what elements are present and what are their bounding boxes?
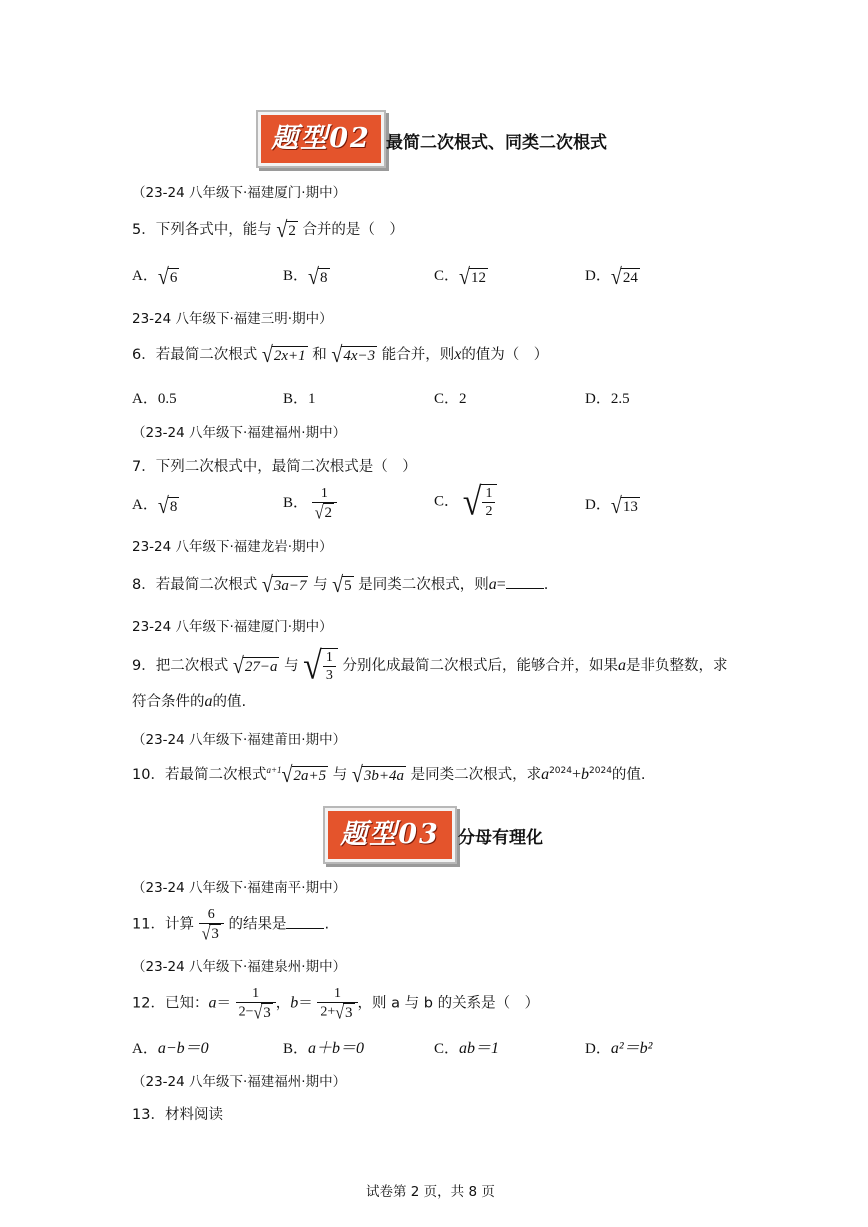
question-8: 8．若最简二次根式 √ 3a−7 与 √ 5 是同类二次根式，则a= .	[132, 572, 549, 598]
source-q5: （23-24 八年级下·福建厦门·期中）	[132, 185, 347, 201]
option-a: A． √ 8	[132, 492, 178, 519]
source-q9: 23-24 八年级下·福建厦门·期中）	[132, 619, 333, 635]
option-d: D． √ 24	[585, 263, 638, 290]
option-a: A． √ 6	[132, 263, 178, 290]
page-footer: 试卷第 2 页，共 8 页	[366, 1184, 495, 1200]
source-q11: （23-24 八年级下·福建南平·期中）	[132, 880, 347, 896]
option-c: C． √ $\frac{1}{2}$	[434, 484, 497, 520]
source-q13: （23-24 八年级下·福建福州·期中）	[132, 1074, 347, 1090]
question-13: 13．材料阅读	[132, 1107, 223, 1123]
section-title-03: 分母有理化	[458, 828, 543, 848]
answer-blank[interactable]	[506, 574, 544, 589]
question-6: 6．若最简二次根式 √ 2x+1 和 √ 4x−3 能合并，则x的值为（ ）	[132, 342, 549, 368]
option-a: A．a−b＝0	[132, 1040, 209, 1057]
option-d: D．2.5	[585, 391, 630, 407]
option-d: D．a²＝b²	[585, 1040, 653, 1057]
question-5	[132, 217, 404, 243]
question-10: 10．若最简二次根式$^{a+1}$ √ 2a+5 与 √ 3b+4a 是同类二次根式，求$a^{2024}+b^{2024}$的值.	[132, 762, 646, 788]
source-q8: 23-24 八年级下·福建龙岩·期中）	[132, 539, 333, 555]
option-b: B．a＋b＝0	[283, 1040, 365, 1057]
option-b: B．1	[283, 391, 316, 407]
option-c: C．2	[434, 391, 467, 407]
source-q12: （23-24 八年级下·福建泉州·期中）	[132, 959, 347, 975]
question-9: 9．把二次根式 √ 27−a 与 √ $\frac{1}{3}$ 分别化成最简二次根式后，能够合并，如果a是非负整数，求	[132, 645, 728, 688]
option-d: D． √ 13	[585, 492, 638, 519]
section-badge-02: 题型02	[258, 112, 384, 166]
option-c: C． √ 12	[434, 263, 486, 290]
option-b: B． √ 8	[283, 263, 328, 290]
option-c: C．ab＝1	[434, 1040, 500, 1057]
source-q10: （23-24 八年级下·福建莆田·期中）	[132, 732, 347, 748]
option-a: A．0.5	[132, 391, 177, 407]
source-q6: 23-24 八年级下·福建三明·期中）	[132, 311, 333, 327]
section-title-02: 最简二次根式、同类二次根式	[386, 133, 607, 153]
option-b: B． 1 √ 2	[283, 485, 337, 522]
sqrt-expression: √ 2	[276, 217, 296, 243]
question-11: 11．计算 6 √ 3 的结果是 .	[132, 907, 330, 945]
question-7: 7．下列二次根式中，最简二次根式是（ ）	[132, 459, 417, 475]
question-number: 5．	[132, 222, 156, 238]
source-q7: （23-24 八年级下·福建福州·期中）	[132, 425, 347, 441]
question-text: 下列各式中，能与	[155, 222, 272, 238]
question-9-line-2: 符合条件的a的值.	[132, 693, 247, 710]
question-12: 12．已知：a＝ 1 2− √ 3 ，b＝ 1 2+ √ 3 ，则 a 与 b 的关系是（ ）	[132, 986, 540, 1024]
section-badge-03: 题型03	[325, 808, 455, 862]
answer-blank[interactable]	[286, 914, 324, 929]
question-text: 合并的是（ ）	[302, 222, 404, 238]
